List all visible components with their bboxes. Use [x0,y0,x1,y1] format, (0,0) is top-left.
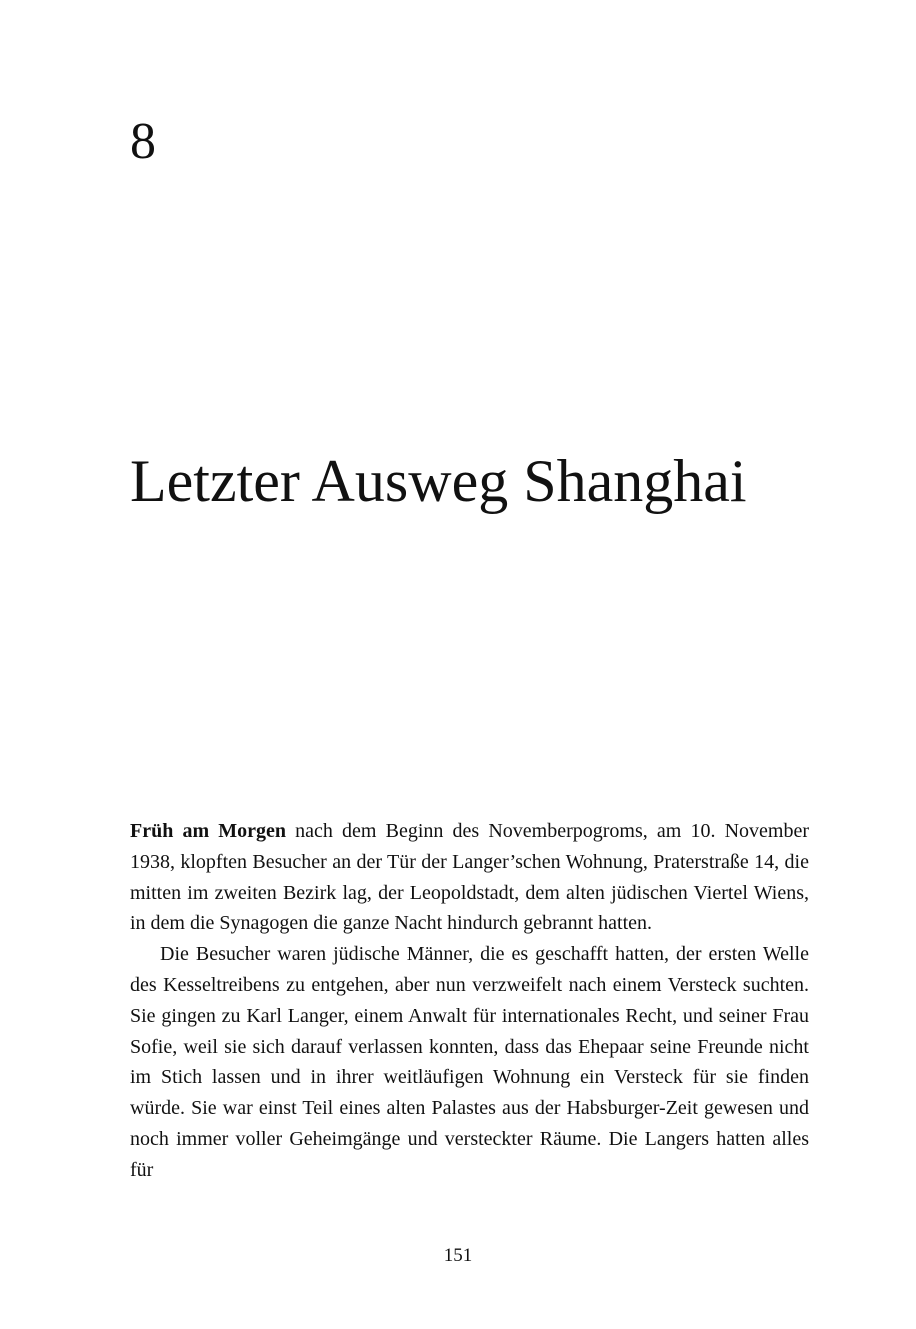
paragraph-1-text: nach dem Beginn des Novemberpogroms, am 10. November 1938, klopften Besucher an der Tür der Langer’schen Wohnung, Praterstraße 14, die mitten im zweiten Bezirk lag, der Leopoldstadt, dem alten jüdischen Viertel Wiens, in dem die Synagogen die ganze Nacht hindurch gebrannt hatten. [130,820,809,935]
body-text [130,816,809,1186]
paragraph-1-lead-in: Früh am Morgen [130,820,287,842]
chapter-title: Letzter Ausweg Shanghai [130,448,747,514]
paragraph-2: Die Besucher waren jüdische Männer, die es geschafft hatten, der ersten Welle des Kesseltreibens zu entgehen, aber nun verzweifelt nach einem Versteck suchten. Sie gingen zu Karl Langer, einem Anwalt für internationales Recht, und seiner Frau Sofie, weil sie sich darauf verlassen konnten, dass das Ehepaar seine Freunde nicht im Stich lassen und in ihrer weitläufigen Wohnung ein Versteck für sie finden würde. Sie war einst Teil eines alten Palastes aus der Habsburger-Zeit gewesen und noch immer voller Geheimgänge und versteckter Räume. Die Langers hatten alles für [130,943,809,1181]
page-number: 151 [443,1245,473,1266]
chapter-number: 8 [130,113,156,170]
paragraph-1 [130,816,809,939]
